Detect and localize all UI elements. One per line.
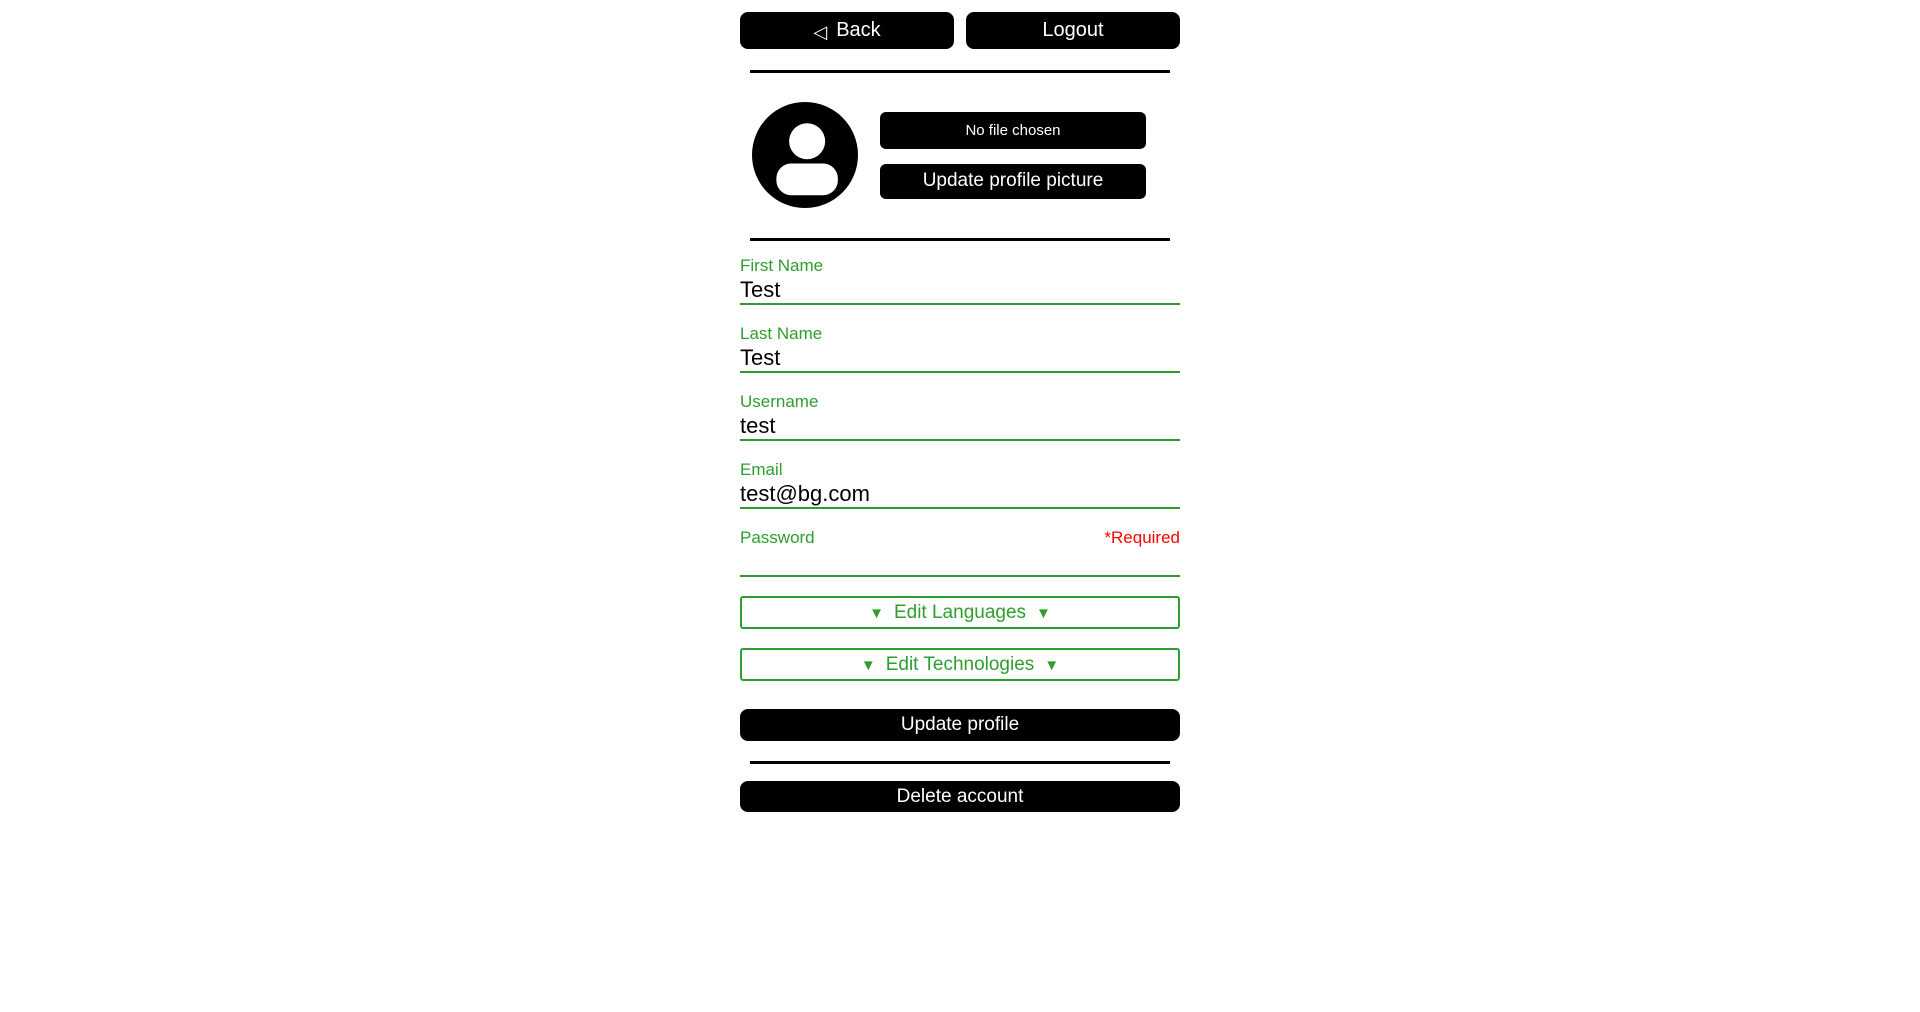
first-name-input[interactable] <box>740 276 1180 305</box>
back-button-label: Back <box>836 19 881 41</box>
first-name-label: First Name <box>740 256 824 275</box>
delete-account-label: Delete account <box>896 785 1024 807</box>
file-input[interactable] <box>880 112 1146 149</box>
update-profile-button[interactable] <box>740 709 1180 741</box>
username-field-group <box>740 392 1180 441</box>
edit-languages-button[interactable] <box>740 596 1180 629</box>
last-name-label: Last Name <box>740 324 823 343</box>
edit-technologies-label: Edit Technologies <box>885 653 1035 675</box>
triangle-down-icon: ▼ <box>869 605 884 622</box>
profile-picture-section <box>752 102 1180 208</box>
last-name-input[interactable] <box>740 344 1180 373</box>
divider <box>750 761 1170 764</box>
back-button[interactable] <box>740 12 954 49</box>
email-field-group <box>740 460 1180 509</box>
back-arrow-icon: ◁ <box>813 21 828 42</box>
last-name-field-group <box>740 324 1180 373</box>
triangle-down-icon: ▼ <box>1044 657 1060 674</box>
logout-button[interactable] <box>966 12 1180 49</box>
edit-technologies-button[interactable] <box>740 648 1180 681</box>
file-input-label: No file chosen <box>965 121 1061 139</box>
update-profile-label: Update profile <box>900 714 1020 735</box>
triangle-down-icon: ▼ <box>860 657 876 674</box>
first-name-field-group <box>740 256 1180 305</box>
header-row <box>740 12 1180 49</box>
profile-page <box>740 12 1180 812</box>
logout-button-label: Logout <box>1042 19 1104 41</box>
username-input[interactable] <box>740 412 1180 441</box>
profile-form <box>740 256 1180 741</box>
password-field-group <box>740 528 1180 577</box>
email-input[interactable] <box>740 480 1180 509</box>
password-label: Password <box>740 528 815 547</box>
divider <box>750 238 1170 241</box>
update-profile-picture-button[interactable] <box>880 164 1146 199</box>
avatar-person-icon <box>752 102 858 208</box>
email-label: Email <box>740 460 783 479</box>
triangle-down-icon: ▼ <box>1036 605 1051 622</box>
edit-languages-label: Edit Languages <box>893 601 1027 623</box>
username-label: Username <box>740 392 819 411</box>
password-input[interactable] <box>740 548 1180 577</box>
password-required-note: *Required <box>1104 528 1180 547</box>
update-profile-picture-label: Update profile picture <box>922 170 1104 191</box>
delete-account-button[interactable] <box>740 781 1180 812</box>
divider <box>750 70 1170 73</box>
picture-upload-controls <box>880 112 1146 199</box>
